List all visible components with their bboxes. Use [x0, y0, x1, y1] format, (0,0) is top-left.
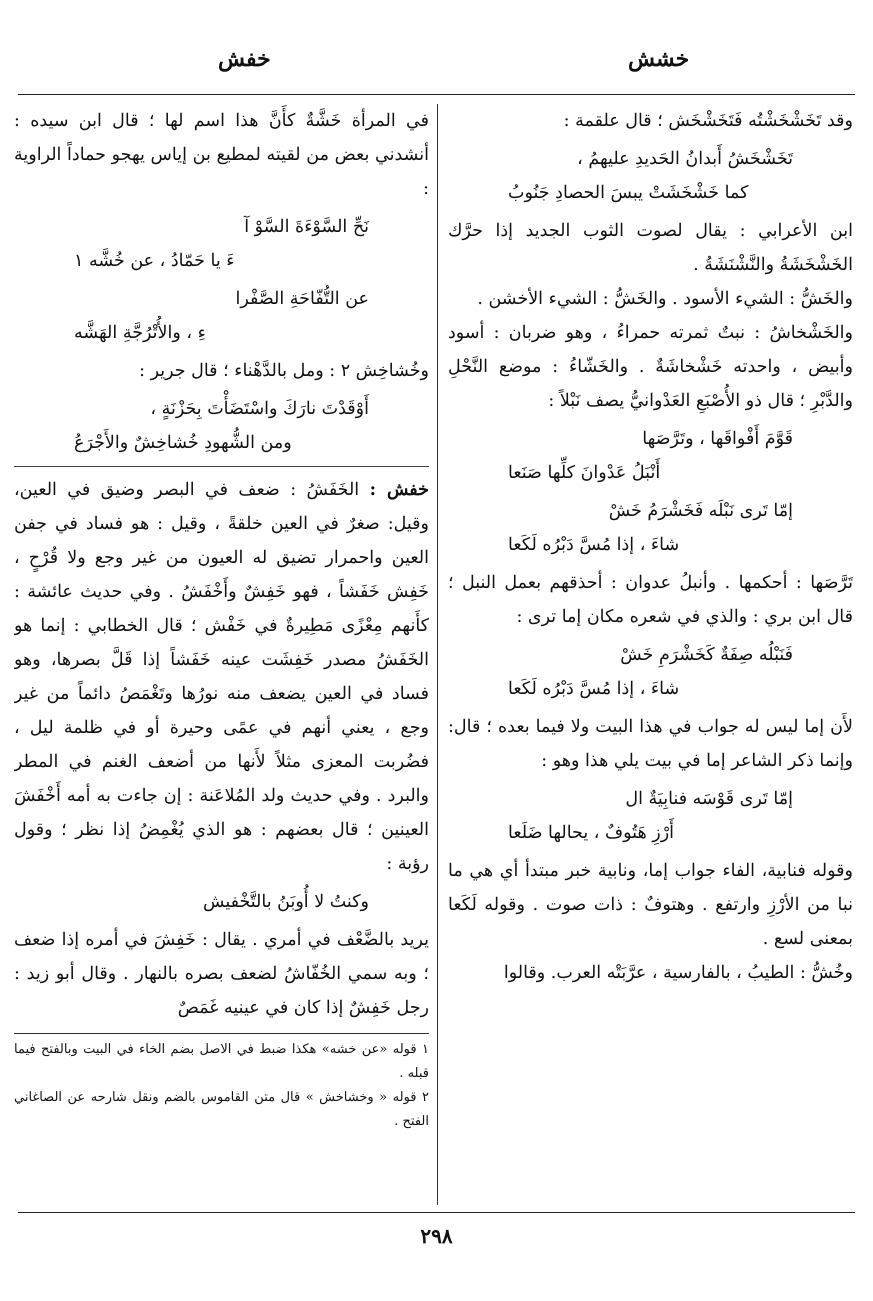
page-number: ٢٩٨ — [420, 1224, 453, 1248]
paragraph: والخَشْخاشُ : نبتٌ ثمرته حمراءُ ، وهو ضربان : أسود وأبيض ، واحدته خَشْخاشَةٌ . والخَشّاءُ : موضع النَّحْلِ والدَّبْرِ ؛ قال ذو الأُصْبَعِ العَدْوانيُّ يصف نَبْلاً : — [448, 323, 853, 411]
verse — [14, 885, 429, 919]
verse-line: أَرْزِ هَتُوفٌ ، يحالها ضَلَعا — [508, 823, 675, 843]
entry-khafash — [14, 473, 429, 881]
paragraph: وقوله فنابية، الفاء جواب إما، ونابية خبر مبتدأ أي هي ما نبا من الأرْزِ وارتفع . وهتوفٌ : ذات صوت . وقوله لَكَعا بمعنى لسع . — [448, 861, 853, 949]
verse-line: شاءَ ، إذا مُسَّ دَبْرُه لَكَعا — [508, 535, 680, 555]
header-left-title: خفش — [218, 46, 271, 72]
verse-line: فَنَبْلُه صِفَةٌ كَخَشْرَمِ خَشْ — [620, 645, 793, 665]
verse — [448, 494, 853, 562]
verse-line: أَنْبَلُ عَدْوانَ كلِّها صَنَعا — [508, 463, 661, 483]
paragraph: ابن الأعرابي : يقال لصوت الثوب الجديد إذا حرَّك الخَشْخَشَةُ والنَّشْنَشَةُ . — [448, 221, 853, 275]
column-divider — [437, 104, 438, 1205]
page-footer-rule — [18, 1212, 855, 1213]
verse-line: شاءَ ، إذا مُسَّ دَبْرُه لَكَعا — [508, 679, 680, 699]
verse-line: إمّا تَرى قَوْسَه فنابِيَةٌ ال — [625, 789, 793, 809]
paragraph: لأَن إما ليس له جواب في هذا البيت ولا فيما بعده ؛ قال: وإنما ذكر الشاعر إما في بيت يلي هذا وهو : — [448, 717, 853, 771]
verse-line: كما خَشْخَشَتْ يبسَ الحصادِ جَنُوبُ — [508, 183, 749, 203]
verse-line: ءَ يا حَمّادُ ، عن خُشَّه ١ — [74, 251, 235, 271]
verse — [448, 782, 853, 850]
verse-line: تَخَشْخَشُ أَبدانُ الحَديدِ عليهمُ ، — [577, 149, 793, 169]
paragraph: تَرَّصَها : أحكمها . وأنبلُ عدوان : أحذقهم بعمل النبل ؛ قال ابن بري : والذي في شعره مكان إما ترى : — [448, 573, 853, 627]
footnotes — [14, 1033, 429, 1134]
verse-line: أَوْقَدْتَ نارَكَ واسْتَضَأْتَ بِحَزْنَةٍ ، — [150, 399, 369, 419]
header-right-title: خشش — [628, 46, 690, 72]
verse — [14, 210, 429, 278]
verse-line: وكنتُ لا أُوبَنُ بالتَّخْفيش — [203, 892, 369, 912]
paragraph: في المرأة خَشَّةٌ كأَنَّ هذا اسم لها ؛ قال ابن سيده : أنشدني بعض من لقيته لمطيع بن إياس يهجو حماداً الراوية : — [14, 111, 429, 199]
paragraph: وخُشُّ : الطيبُ ، بالفارسية ، عرَّبَتْه العرب. وقالوا — [503, 963, 853, 983]
footnote: ١ قوله «عن خشه» هكذا ضبط في الاصل بضم الخاء في البيت وبالفتح فيما قبله . — [14, 1042, 429, 1081]
verse-line: عن التُّفّاحَةِ الصَّفْرا — [235, 289, 369, 309]
verse — [14, 392, 429, 460]
paragraph: الخَفَشُ : ضعف في البصر وضيق في العين، وقيل: صغرٌ في العين خلقةً ، وقيل : هو فساد في جفن العين واحمرار تضيق له العيون من غير وجع ولا قُرْحٍ ، خَفِش خَفَشاً ، فهو خَفِشٌ وأَخْفَشُ . وفي حديث عائشة : كأَنهم مِعْزًى مَطِيرةٌ في خَفْش ؛ قال الخطابي : إنما هو الخَفَشُ مصدر خَفِشَت عينه خَفَشاً إذا قَلَّ بصرها، وهو فساد في العين يضعف منه نورُها وتَغْمَصُ دائماً من غير وجع ، يعني أنهم في عمًى وحيرة أو في ظلمة ليل ، فضُربت المعزى مثلاً لأَنها من أضعف الغنم في المطر والبرد . وفي حديث ولد المُلاعَنة : إن جاءت به أمه أَخْفَشَ العينين ؛ قال بعضهم : هو الذي يُغْمِضُ إذا نظر ؛ وقول رؤبة : — [14, 480, 429, 874]
verse-line: ومن الشُّهودِ خُشاخِشٌ والأَجْرَعُ — [74, 433, 292, 453]
verse-line: نَحِّ السَّوْءَةَ السَّوْ آ — [244, 217, 369, 237]
verse — [448, 638, 853, 706]
verse-line: إمّا تَرى نَبْلَه فَخَشْرَمُ خَشْ — [608, 501, 793, 521]
paragraph: وخُشاخِش ٢ : ومل بالدَّهْناء ؛ قال جرير : — [139, 361, 429, 381]
entry-rule — [14, 466, 429, 467]
page-header — [18, 38, 855, 95]
verse-line: قَوَّمَ أَفْواقَها ، وتَرَّصَها — [642, 429, 793, 449]
paragraph: والخَشُّ : الشيء الأسود . والخَشُّ : الشيء الأخشن . — [477, 289, 853, 309]
footnote: ٢ قوله « وخشاخش » قال متن القاموس بالضم ونقل شارحه عن الصاغاني الفتح . — [14, 1090, 429, 1129]
left-column — [14, 104, 429, 1205]
paragraph: وقد تَخَشْخَشْتُه فَتَخَشْخَش ؛ قال علقمة : — [563, 111, 853, 131]
right-column — [448, 104, 853, 1205]
headword: خفش : — [369, 480, 429, 500]
verse — [448, 142, 853, 210]
verse — [448, 422, 853, 490]
verse-line: ءِ ، والأُتْرُجَّةِ الهَشَّه — [74, 323, 206, 343]
paragraph: يريد بالضَّعْف في أمري . يقال : خَفِشَ في أمره إذا ضعف ؛ وبه سمي الخُفّاشُ لضعف بصره بالنهار . وقال أبو زيد : رجل خَفِشٌ إذا كان في عينيه غَمَصٌ — [14, 930, 429, 1018]
verse — [14, 282, 429, 350]
